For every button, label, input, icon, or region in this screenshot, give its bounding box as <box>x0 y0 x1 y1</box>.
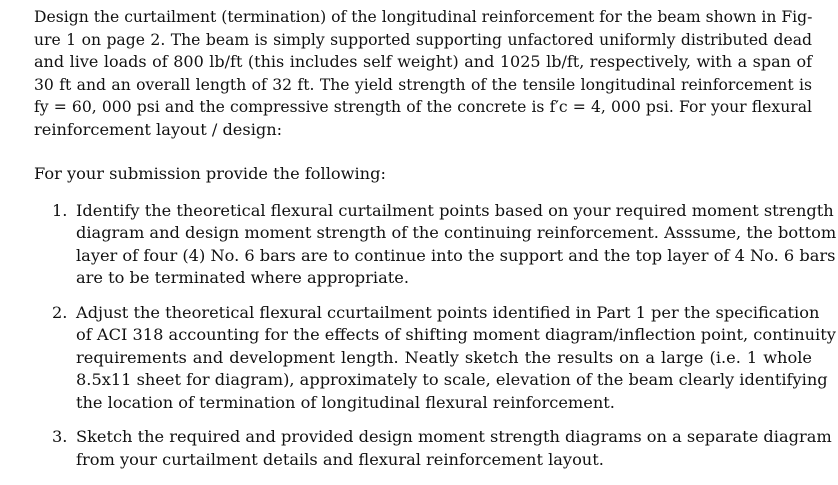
item-line: Identify the theoretical flexural curtailment points based on your required moment strength <box>76 200 834 220</box>
item-line: layer of four (4) No. 6 bars are to continue into the support and the top layer of 4 No. 6 bars <box>76 245 836 265</box>
item-number: 2. <box>52 302 68 322</box>
intro-paragraph <box>34 6 812 141</box>
item-line: from your curtailment details and flexural reinforcement layout. <box>76 449 604 469</box>
intro-line: Design the curtailment (termination) of the longitudinal reinforcement for the beam shown in Fig- <box>34 8 813 26</box>
list-item <box>34 200 837 290</box>
submission-heading: For your submission provide the following: <box>34 164 386 183</box>
item-line: diagram and design moment strength of the continuing reinforcement. Asssume, the bottom <box>76 223 837 242</box>
list-item <box>34 302 836 415</box>
item-line: 8.5x11 sheet for diagram), approximately to scale, elevation of the beam clearly identifying <box>76 370 828 389</box>
problem-statement <box>34 6 837 471</box>
item-line: are to be terminated where appropriate. <box>76 268 409 287</box>
item-line: Adjust the theoretical flexural ccurtailment points identified in Part 1 per the specification <box>76 302 820 322</box>
list-item <box>34 426 832 471</box>
intro-line: and live loads of 800 lb/ft (this includes self weight) and 1025 lb/ft, respectively, with a span of <box>34 52 812 71</box>
intro-line: ure 1 on page 2. The beam is simply supported supporting unfactored uniformly distributed dead <box>34 30 812 49</box>
item-number: 3. <box>52 427 68 446</box>
item-line: Sketch the required and provided design moment strength diagrams on a separate diagram <box>76 427 832 446</box>
item-line: the location of termination of longitudinal flexural reinforcement. <box>76 392 615 412</box>
intro-line: 30 ft and an overall length of 32 ft. The yield strength of the tensile longitudinal reinforcement is <box>34 75 812 94</box>
item-line: requirements and development length. Neatly sketch the results on a large (i.e. 1 whole <box>76 347 812 367</box>
requirements-list <box>34 200 837 472</box>
intro-line: reinforcement layout / design: <box>34 119 283 139</box>
item-line: of ACI 318 accounting for the effects of shifting moment diagram/inflection point, continuity <box>76 325 836 344</box>
intro-line: fy = 60, 000 psi and the compressive strength of the concrete is f′c = 4, 000 psi. For your flexural <box>34 98 812 116</box>
item-number: 1. <box>52 200 68 220</box>
